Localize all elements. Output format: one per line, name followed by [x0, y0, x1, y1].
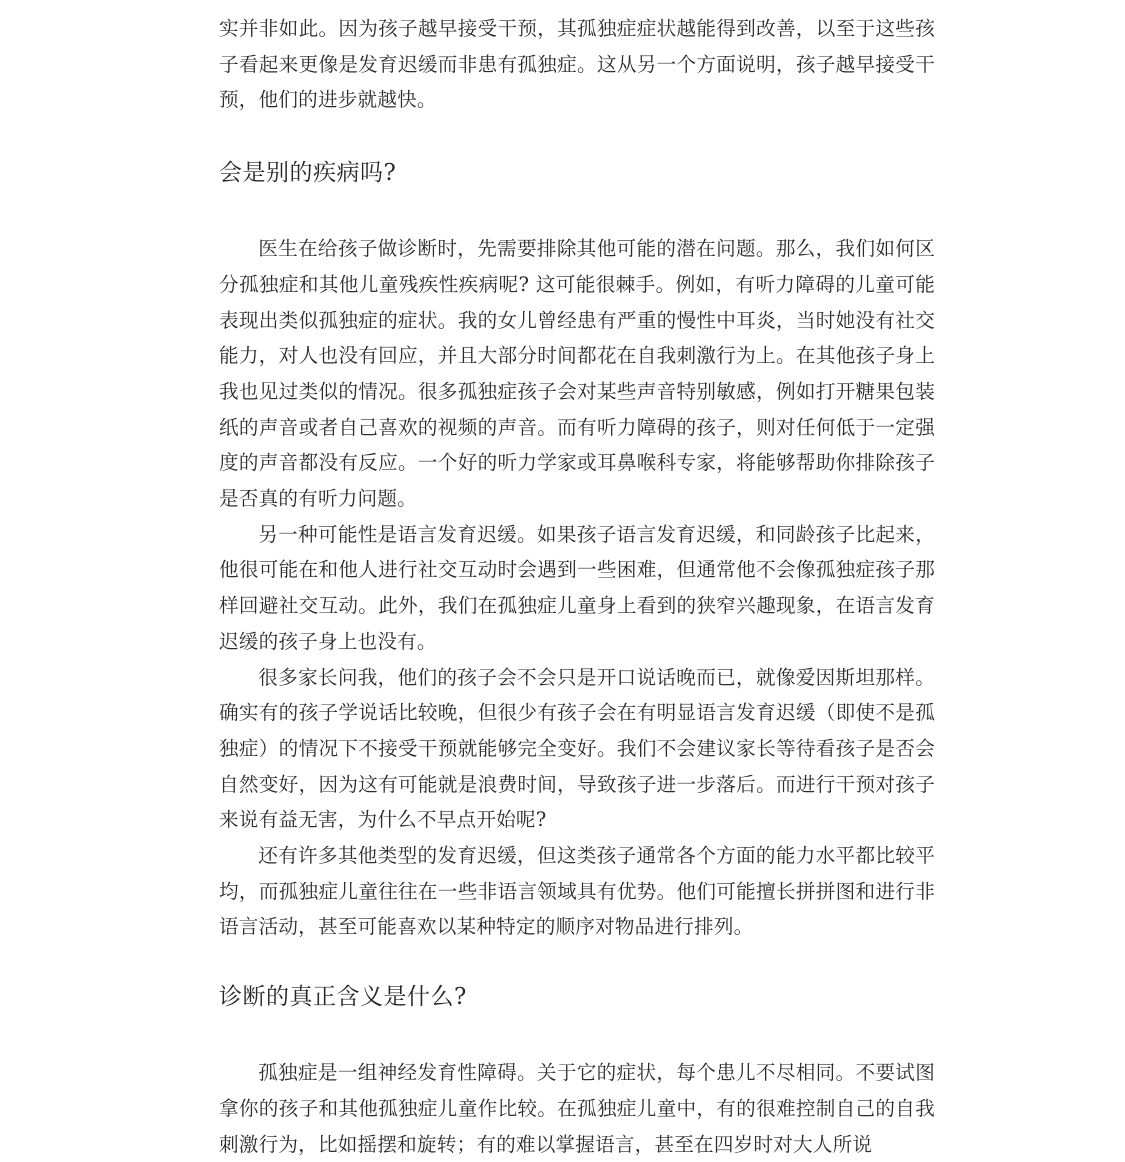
body-paragraph: 还有许多其他类型的发育迟缓，但这类孩子通常各个方面的能力水平都比较平均，而孤独症儿童往往在一些非语言领域具有优势。他们可能擅长拼拼图和进行非语言活动，甚至可能喜欢以某种特定的顺序对物品进行排列。	[219, 844, 935, 939]
opening-paragraph: 实并非如此。因为孩子越早接受干预，其孤独症症状越能得到改善，以至于这些孩子看起来更像是发育迟缓而非患有孤独症。这从另一个方面说明，孩子越早接受干预，他们的进步就越快。	[219, 17, 935, 112]
document-page	[219, 11, 935, 1162]
body-paragraph: 很多家长问我，他们的孩子会不会只是开口说话晚而已，就像爱因斯坦那样。确实有的孩子学说话比较晚，但很少有孩子会在有明显语言发育迟缓（即使不是孤独症）的情况下不接受干预就能够完全变好。我们不会建议家长等待看孩子是否会自然变好，因为这有可能就是浪费时间，导致孩子进一步落后。而进行干预对孩子来说有益无害，为什么不早点开始呢?	[219, 665, 935, 832]
section-heading-diagnosis-meaning: 诊断的真正含义是什么?	[219, 984, 467, 1011]
body-paragraph: 孤独症是一组神经发育性障碍。关于它的症状，每个患儿不尽相同。不要试图拿你的孩子和其他孤独症儿童作比较。在孤独症儿童中，有的很难控制自己的自我刺激行为，比如摇摆和旋转；有的难以掌握语言，甚至在四岁时对大人所说	[219, 1061, 935, 1156]
section-heading-other-diseases: 会是别的疾病吗?	[219, 160, 397, 187]
body-paragraph: 另一种可能性是语言发育迟缓。如果孩子语言发育迟缓，和同龄孩子比起来，他很可能在和他人进行社交互动时会遇到一些困难，但通常他不会像孤独症孩子那样回避社交互动。此外，我们在孤独症儿童身上看到的狭窄兴趣现象，在语言发育迟缓的孩子身上也没有。	[219, 522, 935, 653]
body-paragraph: 医生在给孩子做诊断时，先需要排除其他可能的潜在问题。那么，我们如何区分孤独症和其他儿童残疾性疾病呢? 这可能很棘手。例如，有听力障碍的儿童可能表现出类似孤独症的症状。我的女儿曾经患有严重的慢性中耳炎，当时她没有社交能力，对人也没有回应，并且大部分时间都花在自我刺激行为上。在其他孩子身上我也见过类似的情况。很多孤独症孩子会对某些声音特别敏感，例如打开糖果包装纸的声音或者自己喜欢的视频的声音。而有听力障碍的孩子，则对任何低于一定强度的声音都没有反应。一个好的听力学家或耳鼻喉科专家，将能够帮助你排除孩子是否真的有听力问题。	[219, 237, 935, 511]
